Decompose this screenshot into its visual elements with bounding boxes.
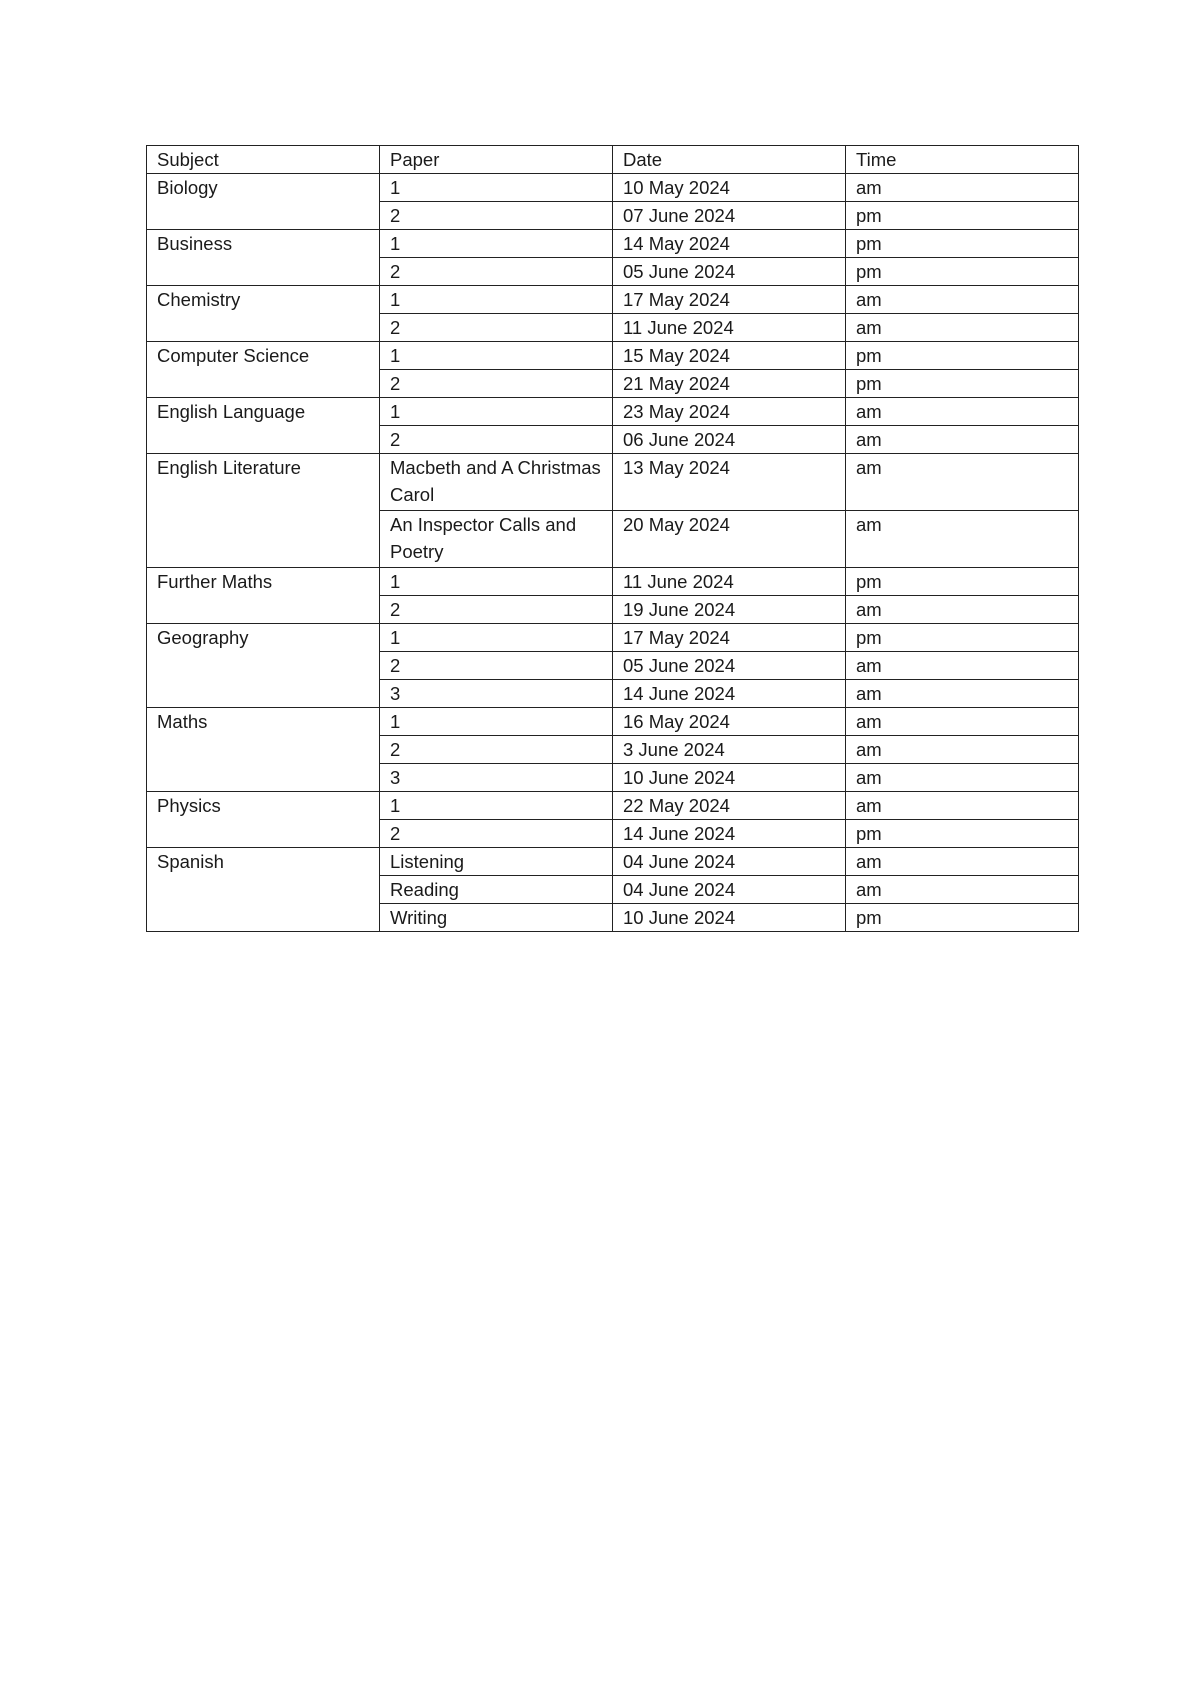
paper-cell: 3: [380, 680, 613, 708]
subject-cell: Chemistry: [147, 286, 380, 342]
paper-cell: 1: [380, 398, 613, 426]
subject-cell: Spanish: [147, 848, 380, 932]
table-row: [147, 708, 1079, 736]
time-cell: pm: [846, 820, 1079, 848]
date-cell: 10 June 2024: [613, 764, 846, 792]
paper-cell: 1: [380, 342, 613, 370]
date-cell: 13 May 2024: [613, 454, 846, 511]
date-cell: 10 June 2024: [613, 904, 846, 932]
paper-cell: An Inspector Calls and Poetry: [380, 511, 613, 568]
subject-cell: Computer Science: [147, 342, 380, 398]
time-cell: am: [846, 680, 1079, 708]
paper-cell: 1: [380, 230, 613, 258]
table-row: [147, 624, 1079, 652]
date-cell: 15 May 2024: [613, 342, 846, 370]
exam-timetable-body: [147, 146, 1079, 932]
paper-cell: 1: [380, 792, 613, 820]
date-cell: 20 May 2024: [613, 511, 846, 568]
time-cell: am: [846, 708, 1079, 736]
header-paper: Paper: [380, 146, 613, 174]
time-cell: am: [846, 426, 1079, 454]
time-cell: pm: [846, 342, 1079, 370]
paper-cell: Reading: [380, 876, 613, 904]
table-row: [147, 174, 1079, 202]
time-cell: am: [846, 314, 1079, 342]
date-cell: 10 May 2024: [613, 174, 846, 202]
table-row: [147, 230, 1079, 258]
subject-cell: English Language: [147, 398, 380, 454]
subject-cell: Biology: [147, 174, 380, 230]
table-row: [147, 848, 1079, 876]
header-subject: Subject: [147, 146, 380, 174]
table-row: [147, 286, 1079, 314]
paper-cell: Writing: [380, 904, 613, 932]
time-cell: am: [846, 511, 1079, 568]
paper-cell: Macbeth and A Christmas Carol: [380, 454, 613, 511]
date-cell: 06 June 2024: [613, 426, 846, 454]
table-row: [147, 398, 1079, 426]
time-cell: pm: [846, 202, 1079, 230]
date-cell: 14 June 2024: [613, 680, 846, 708]
time-cell: pm: [846, 230, 1079, 258]
paper-cell: 2: [380, 652, 613, 680]
date-cell: 14 June 2024: [613, 820, 846, 848]
table-row: [147, 454, 1079, 511]
time-cell: pm: [846, 370, 1079, 398]
subject-cell: English Literature: [147, 454, 380, 568]
table-row: [147, 792, 1079, 820]
paper-cell: 2: [380, 736, 613, 764]
paper-cell: 1: [380, 568, 613, 596]
subject-cell: Business: [147, 230, 380, 286]
table-row: [147, 342, 1079, 370]
date-cell: 05 June 2024: [613, 258, 846, 286]
time-cell: am: [846, 398, 1079, 426]
time-cell: am: [846, 286, 1079, 314]
date-cell: 19 June 2024: [613, 596, 846, 624]
time-cell: am: [846, 174, 1079, 202]
date-cell: 11 June 2024: [613, 314, 846, 342]
date-cell: 22 May 2024: [613, 792, 846, 820]
date-cell: 16 May 2024: [613, 708, 846, 736]
date-cell: 17 May 2024: [613, 286, 846, 314]
paper-cell: 2: [380, 426, 613, 454]
date-cell: 23 May 2024: [613, 398, 846, 426]
date-cell: 14 May 2024: [613, 230, 846, 258]
time-cell: am: [846, 792, 1079, 820]
header-date: Date: [613, 146, 846, 174]
paper-cell: 1: [380, 708, 613, 736]
subject-cell: Further Maths: [147, 568, 380, 624]
date-cell: 04 June 2024: [613, 848, 846, 876]
date-cell: 17 May 2024: [613, 624, 846, 652]
time-cell: am: [846, 454, 1079, 511]
paper-cell: 2: [380, 820, 613, 848]
header-row: [147, 146, 1079, 174]
paper-cell: 3: [380, 764, 613, 792]
paper-cell: Listening: [380, 848, 613, 876]
paper-cell: 1: [380, 286, 613, 314]
header-time: Time: [846, 146, 1079, 174]
paper-cell: 2: [380, 596, 613, 624]
subject-cell: Geography: [147, 624, 380, 708]
exam-timetable: [146, 145, 1079, 932]
date-cell: 07 June 2024: [613, 202, 846, 230]
time-cell: am: [846, 736, 1079, 764]
paper-cell: 1: [380, 624, 613, 652]
date-cell: 05 June 2024: [613, 652, 846, 680]
subject-cell: Maths: [147, 708, 380, 792]
paper-cell: 2: [380, 202, 613, 230]
table-row: [147, 568, 1079, 596]
paper-cell: 2: [380, 314, 613, 342]
paper-cell: 2: [380, 370, 613, 398]
date-cell: 04 June 2024: [613, 876, 846, 904]
time-cell: pm: [846, 904, 1079, 932]
time-cell: am: [846, 848, 1079, 876]
date-cell: 3 June 2024: [613, 736, 846, 764]
date-cell: 21 May 2024: [613, 370, 846, 398]
time-cell: pm: [846, 624, 1079, 652]
time-cell: am: [846, 596, 1079, 624]
date-cell: 11 June 2024: [613, 568, 846, 596]
time-cell: am: [846, 652, 1079, 680]
time-cell: am: [846, 876, 1079, 904]
paper-cell: 2: [380, 258, 613, 286]
time-cell: am: [846, 764, 1079, 792]
time-cell: pm: [846, 568, 1079, 596]
subject-cell: Physics: [147, 792, 380, 848]
time-cell: pm: [846, 258, 1079, 286]
paper-cell: 1: [380, 174, 613, 202]
